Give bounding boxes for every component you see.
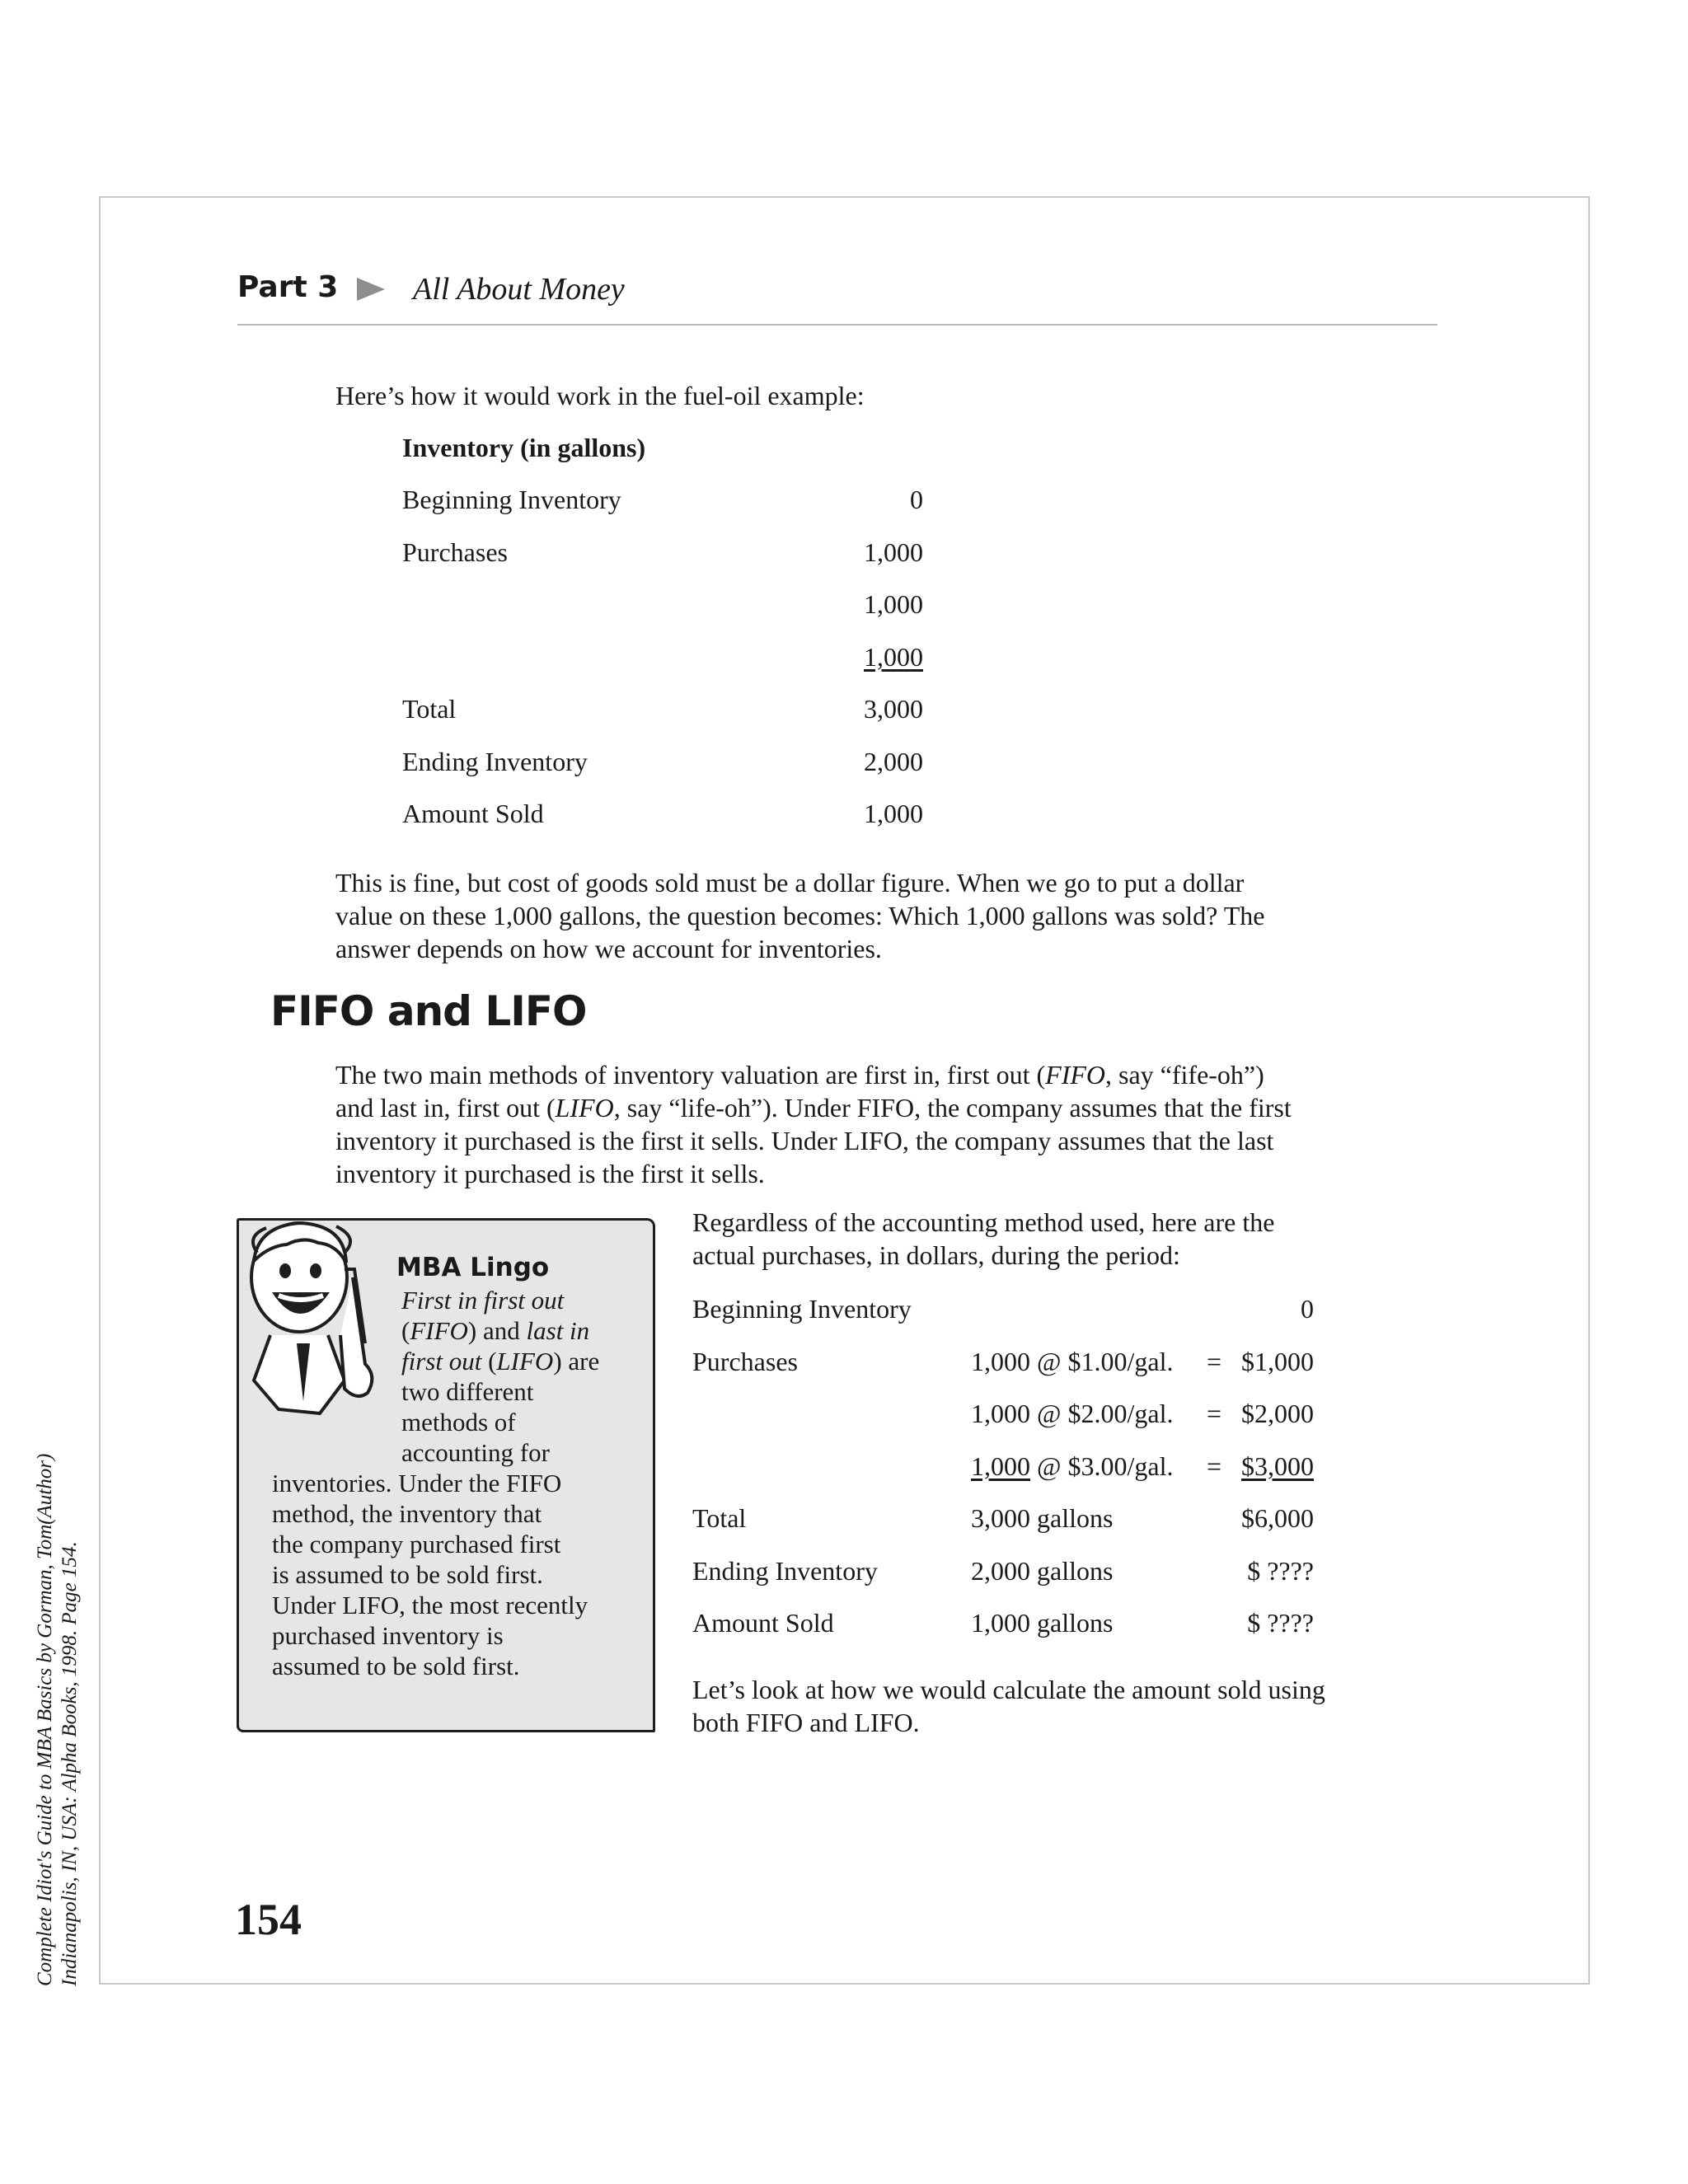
table-row-qty xyxy=(971,1450,1173,1483)
sidebar-text-line: two different xyxy=(401,1377,534,1406)
italic-term: LIFO xyxy=(555,1093,614,1122)
cartoon-mascot-icon xyxy=(221,1212,394,1434)
text-line: This is fine, but cost of goods sold must be a dollar figure. When we go to put a dollar xyxy=(335,868,1245,898)
sidebar-text-line xyxy=(401,1347,599,1376)
text-line: value on these 1,000 gallons, the question becomes: Which 1,000 gallons was sold? The xyxy=(335,901,1265,930)
table-row-label: Purchases xyxy=(402,537,508,567)
page-number: 154 xyxy=(235,1895,302,1944)
side-citation xyxy=(33,1393,99,1986)
table-row-label: Total xyxy=(402,694,457,724)
text-span: The two main methods of inventory valuation are first in, first out ( xyxy=(335,1060,1046,1090)
table-row-amount: $ ???? xyxy=(1247,1556,1314,1586)
table-row-amount: $2,000 xyxy=(1241,1399,1314,1428)
sidebar-text-line: First in first out xyxy=(401,1286,565,1315)
table-row-value: 3,000 xyxy=(864,694,923,724)
table-row-qty: 3,000 gallons xyxy=(971,1503,1114,1533)
italic-term: last in xyxy=(526,1316,590,1345)
table-row-amount: $ ???? xyxy=(1247,1608,1314,1638)
underlined-value: 1,000 xyxy=(971,1451,1030,1481)
italic-term: first out xyxy=(401,1347,482,1376)
sidebar-text-line: method, the inventory that xyxy=(272,1499,542,1528)
citation-line: Indianapolis, IN, USA: Alpha Books, 1998. Page 154. xyxy=(59,1541,81,1986)
table-row-eq: = xyxy=(1207,1451,1222,1481)
text-line: both FIFO and LIFO. xyxy=(692,1708,920,1737)
sidebar-text-line: is assumed to be sold first. xyxy=(272,1560,543,1589)
table-row-label: Amount Sold xyxy=(402,799,544,828)
table-row-value: 1,000 xyxy=(864,589,923,619)
table-row-amount xyxy=(1195,1450,1314,1483)
table-row-amount: 0 xyxy=(1301,1294,1314,1324)
underlined-value: $3,000 xyxy=(1241,1451,1314,1481)
arrow-right-icon xyxy=(357,278,385,301)
text-line: Let’s look at how we would calculate the amount sold using xyxy=(692,1675,1325,1704)
text-line xyxy=(335,1091,1292,1124)
table-row-eq: = xyxy=(1207,1399,1222,1428)
sidebar-text-line: accounting for xyxy=(401,1438,550,1467)
table-row-amount: $6,000 xyxy=(1241,1503,1314,1533)
table-row-label: Amount Sold xyxy=(692,1608,834,1638)
sidebar-text-line: inventories. Under the FIFO xyxy=(272,1469,562,1497)
table-row-value: 1,000 xyxy=(864,537,923,567)
table-row-amount: $1,000 xyxy=(1241,1347,1314,1376)
table-row-qty: 1,000 gallons xyxy=(971,1608,1114,1638)
text-line: Regardless of the accounting method used, here are the xyxy=(692,1207,1275,1237)
sidebar-title: MBA Lingo xyxy=(396,1253,550,1282)
italic-term: FIFO xyxy=(1045,1060,1105,1090)
underlined-value: 1,000 xyxy=(864,642,923,672)
sidebar-text-line xyxy=(401,1316,589,1346)
running-header xyxy=(237,268,1437,326)
text-span: , say “fife-oh”) xyxy=(1105,1060,1264,1090)
citation-line: Complete Idiot's Guide to MBA Basics by Gorman, Tom(Author) xyxy=(34,1453,56,1986)
text-span: , say “life-oh”). Under FIFO, the company assumes that the first xyxy=(613,1093,1292,1122)
italic-term: LIFO xyxy=(496,1347,554,1376)
text-line xyxy=(335,1058,1264,1091)
sidebar-text-line: the company purchased first xyxy=(272,1530,561,1558)
section-heading: FIFO and LIFO xyxy=(270,987,587,1035)
table-row-value xyxy=(791,640,923,673)
text-line: inventory it purchased is the first it sells. Under LIFO, the company assumes that the last xyxy=(335,1126,1274,1155)
text-span: ( xyxy=(481,1347,497,1376)
sidebar-text-line: assumed to be sold first. xyxy=(272,1652,520,1680)
table-row-eq: = xyxy=(1207,1347,1222,1376)
table-row-label: Ending Inventory xyxy=(402,747,588,776)
intro-text: Here’s how it would work in the fuel-oil example: xyxy=(335,381,865,410)
table-row-value: 2,000 xyxy=(864,747,923,776)
table-row-qty: 1,000 @ $2.00/gal. xyxy=(971,1399,1174,1428)
text-line: inventory it purchased is the first it sells. xyxy=(335,1159,765,1188)
text-span: @ $3.00/gal. xyxy=(1030,1451,1174,1481)
italic-term: FIFO xyxy=(410,1316,468,1345)
table-row-label: Total xyxy=(692,1503,747,1533)
sidebar-text-line: methods of xyxy=(401,1408,516,1436)
table-row-value: 0 xyxy=(910,485,923,514)
text-line: actual purchases, in dollars, during the period: xyxy=(692,1240,1180,1270)
section-title: All About Money xyxy=(413,272,625,307)
text-span: ) and xyxy=(467,1316,527,1345)
text-span: ( xyxy=(401,1316,410,1345)
table-row-qty: 2,000 gallons xyxy=(971,1556,1114,1586)
table-heading: Inventory (in gallons) xyxy=(402,433,646,462)
table-row-label: Beginning Inventory xyxy=(402,485,621,514)
text-span: and last in, first out ( xyxy=(335,1093,556,1122)
table-row-label: Beginning Inventory xyxy=(692,1294,912,1324)
table-row-qty: 1,000 @ $1.00/gal. xyxy=(971,1347,1174,1376)
sidebar-text-line: Under LIFO, the most recently xyxy=(272,1591,588,1619)
part-label: Part 3 xyxy=(237,270,339,304)
text-line: answer depends on how we account for inventories. xyxy=(335,934,882,963)
text-span: ) are xyxy=(553,1347,600,1376)
table-row-label: Purchases xyxy=(692,1347,798,1376)
sidebar-text-line: purchased inventory is xyxy=(272,1621,504,1650)
table-row-value: 1,000 xyxy=(864,799,923,828)
table-row-label: Ending Inventory xyxy=(692,1556,878,1586)
